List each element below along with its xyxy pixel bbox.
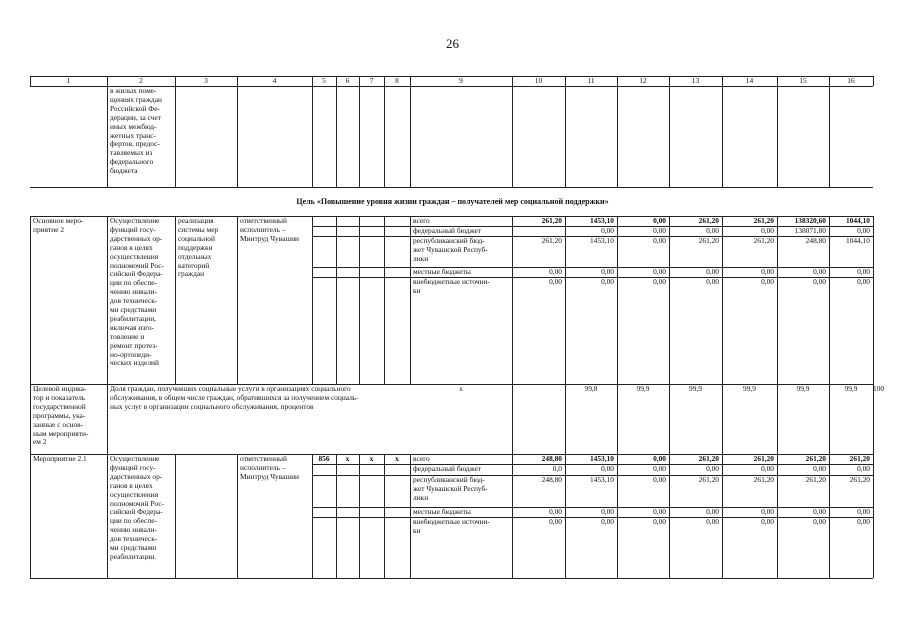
cell-text: сийской Федера-	[110, 507, 163, 517]
value-cell: 0,00	[706, 226, 719, 235]
value-cell: 261,20	[753, 454, 774, 463]
cell-text: всего	[413, 216, 430, 225]
rule	[359, 216, 360, 384]
cell-text: дов техническ-	[110, 534, 158, 544]
cell-text: федерального	[110, 157, 154, 167]
value-cell: 0,00	[653, 226, 666, 235]
cell-text: ответственный	[240, 454, 287, 463]
cell-text: реабилитации.	[110, 551, 157, 561]
value-cell: 0,00	[857, 464, 870, 473]
cell-text: ремонт протез-	[110, 340, 158, 350]
cell-text: ганов в целях	[110, 480, 153, 490]
cell-text: приятие 2	[33, 224, 65, 234]
indicator-value: 99,8	[584, 384, 598, 393]
cell-text: республиканский бюд-	[413, 475, 485, 484]
indicator-value: 99,9	[796, 384, 810, 393]
cell-text: реализация	[178, 216, 214, 225]
rule	[107, 216, 108, 384]
cell-text: жетных транс-	[110, 130, 156, 140]
column-header: 3	[204, 76, 208, 85]
value-cell: 0,00	[706, 277, 719, 286]
value-cell: 261,20	[698, 475, 719, 484]
code-cell: х	[395, 454, 399, 463]
column-header: 13	[691, 76, 700, 85]
cell-text: ми средствами	[110, 305, 157, 314]
value-cell: 248,80	[541, 454, 562, 463]
cell-text: но-ортопеди-	[110, 349, 152, 359]
rule	[336, 216, 337, 384]
rule	[30, 384, 31, 454]
value-cell: 261,20	[541, 236, 562, 245]
value-cell: 248,80	[541, 475, 562, 484]
value-cell: 0,00	[601, 277, 614, 286]
column-header: 2	[139, 76, 143, 85]
rule	[107, 384, 108, 454]
cell-text: ки	[413, 525, 421, 535]
rule	[722, 384, 723, 454]
value-cell: 0,00	[857, 507, 870, 516]
value-cell: 248,80	[805, 236, 826, 245]
rule	[669, 86, 670, 187]
code-cell: х	[369, 454, 374, 463]
cell-text: тавляемых из	[110, 148, 153, 158]
cell-text: функций госу-	[110, 224, 156, 234]
cell-text: Российской Фе-	[110, 103, 160, 113]
cell-text: системы мер	[178, 224, 219, 234]
rule	[873, 216, 874, 384]
rule	[175, 86, 176, 187]
rule	[237, 86, 238, 187]
cell-text: полномочий Рос-	[110, 260, 164, 270]
indicator-value: 100	[873, 384, 885, 393]
cell-text: осуществления	[110, 489, 159, 499]
cell-text: поддержки	[178, 242, 213, 252]
column-header: 11	[587, 76, 595, 85]
rule	[107, 454, 108, 578]
value-cell: 138320,60	[794, 216, 826, 225]
value-cell: 0,00	[706, 507, 719, 516]
cell-text: лики	[413, 253, 429, 263]
column-header: 14	[745, 76, 754, 85]
value-cell: 261,20	[753, 475, 774, 484]
rule	[312, 86, 313, 187]
value-cell: 1044,10	[845, 236, 870, 245]
cell-text: жет Чувашской Респуб-	[413, 483, 488, 493]
value-cell: 0,00	[857, 267, 870, 276]
cell-text: ции по обеспе-	[110, 278, 158, 288]
cell-text: местные бюджеты	[413, 267, 471, 276]
rule	[617, 86, 618, 187]
rule	[512, 384, 513, 454]
cell-text: тор и показатель	[33, 392, 86, 402]
rule	[384, 86, 385, 187]
rule	[669, 384, 670, 454]
value-cell: 0,00	[653, 267, 666, 276]
cell-text: республиканский бюд-	[413, 236, 485, 245]
value-cell: 0,00	[653, 464, 666, 473]
column-header: 7	[369, 76, 374, 85]
column-header: 16	[847, 76, 855, 85]
value-cell: 0,0	[552, 464, 562, 473]
cell-text: реабилитации,	[110, 313, 157, 323]
value-cell: 261,20	[698, 236, 719, 245]
cell-text: ганов в целях	[110, 242, 153, 252]
cell-text: осуществления	[110, 251, 159, 261]
cell-text: исполнитель –	[240, 462, 286, 472]
cell-text: Минтруд Чувашии	[240, 233, 300, 243]
rule	[175, 454, 176, 578]
cell-text: дов техническ-	[110, 296, 158, 306]
rule	[336, 454, 337, 578]
cell-text: ческих изделий	[110, 358, 159, 368]
cell-text: жет Чувашской Респуб-	[413, 244, 488, 254]
cell-text: Осуществление	[110, 454, 160, 463]
cell-text: внебюджетные источни-	[413, 277, 490, 286]
rule	[30, 454, 31, 578]
value-cell: 0,00	[813, 277, 826, 286]
value-cell: 261,20	[753, 216, 774, 225]
indicator-value: 99,9	[844, 384, 858, 393]
cell-text: ции по обеспе-	[110, 516, 158, 526]
value-cell: 0,00	[653, 216, 666, 225]
cell-text: Основное меро-	[33, 216, 84, 225]
column-header: 9	[459, 76, 463, 85]
rule	[410, 454, 411, 578]
rule	[777, 86, 778, 187]
rule	[107, 86, 108, 187]
rule	[237, 216, 238, 384]
value-cell: 261,20	[805, 454, 826, 463]
value-cell: 0,00	[549, 507, 562, 516]
value-cell: 261,20	[849, 454, 870, 463]
value-cell: 0,00	[761, 277, 774, 286]
cell-text: всего	[413, 454, 430, 463]
cell-text: ки	[413, 285, 421, 295]
rule	[873, 384, 874, 454]
rule	[359, 454, 360, 578]
value-cell: 0,00	[813, 464, 826, 473]
cell-text: ответственный	[240, 216, 287, 225]
cell-text: Целевой индика-	[33, 384, 87, 393]
cell-text: щениях граждан	[110, 94, 162, 104]
value-cell: 261,20	[849, 475, 870, 484]
value-cell: 0,00	[761, 507, 774, 516]
column-header: 4	[272, 76, 277, 85]
value-cell: 261,20	[698, 454, 719, 463]
value-cell: 0,00	[761, 464, 774, 473]
page-number: 26	[446, 36, 459, 51]
indicator-value: 99,9	[689, 384, 702, 393]
rule	[336, 86, 337, 187]
rule	[384, 216, 385, 384]
cell-text: чению инвали-	[110, 525, 158, 535]
cell-text: ем 2	[33, 437, 47, 447]
value-cell: 1453,10	[589, 475, 614, 484]
rule	[617, 384, 618, 454]
value-cell: 0,00	[653, 277, 666, 286]
value-cell: 0,00	[813, 507, 826, 516]
cell-text: ным мероприяти-	[33, 428, 89, 438]
value-cell: 0,00	[653, 517, 666, 526]
value-cell: 261,20	[805, 475, 826, 484]
value-cell: 0,00	[857, 517, 870, 526]
cell-text: программы, ука-	[33, 410, 86, 420]
value-cell: 138071,80	[794, 226, 826, 235]
value-cell: 0,00	[706, 517, 719, 526]
cell-text: сийской Федера-	[110, 269, 163, 279]
cell-text: иных межбюд-	[110, 121, 157, 131]
column-header: 1	[66, 76, 71, 85]
cell-text: занные с основ-	[33, 419, 84, 429]
value-cell: 0,00	[653, 236, 666, 245]
value-cell: 1453,10	[589, 454, 614, 463]
value-cell: 1453,10	[589, 216, 614, 225]
cell-text: отдельных	[178, 251, 212, 261]
value-cell: 1453,10	[589, 236, 614, 245]
column-header: 12	[639, 76, 647, 85]
cell-text: обслуживания, в общем числе граждан, обратившихся за получением социаль-	[110, 392, 359, 402]
cell-text: дерации, за счет	[110, 112, 161, 122]
cell-text: ми средствами	[110, 543, 157, 552]
value-cell: 0,00	[653, 507, 666, 516]
column-header: 5	[322, 76, 326, 85]
rule	[359, 86, 360, 187]
value-cell: 0,00	[761, 226, 774, 235]
value-cell: 0,00	[601, 267, 614, 276]
value-cell: 0,00	[813, 267, 826, 276]
cell-text: лики	[413, 492, 429, 502]
cell-text: полномочий Рос-	[110, 498, 164, 508]
cell-text: бюджета	[110, 166, 138, 176]
rule	[30, 187, 873, 188]
cell-text: функций госу-	[110, 462, 156, 472]
cell-text: товление и	[110, 331, 145, 341]
cell-text: ных услуг в организации социального обслуживания, процентов	[110, 401, 314, 411]
cell-text: включая изго-	[110, 322, 155, 332]
cell-text: дарственных ор-	[110, 233, 163, 243]
rule	[312, 216, 313, 384]
rule	[829, 86, 830, 187]
cell-text: Осуществление	[110, 216, 160, 225]
value-cell: 0,00	[857, 277, 870, 286]
value-cell: 261,20	[753, 236, 774, 245]
cell-text: исполнитель –	[240, 224, 286, 234]
cell-text: в жилых поме-	[110, 86, 157, 95]
rule	[565, 384, 566, 454]
goal-heading: Цель «Повышение уровня жизни граждан – получателей мер социальной поддержки»	[296, 197, 609, 206]
cell-text: категорий	[178, 260, 210, 270]
value-cell: 0,00	[549, 267, 562, 276]
value-cell: 0,00	[601, 517, 614, 526]
rule	[30, 216, 31, 384]
rule	[829, 384, 830, 454]
column-header: 6	[345, 76, 350, 85]
value-cell: 261,20	[541, 216, 562, 225]
x-mark: х	[459, 384, 463, 393]
rule	[722, 86, 723, 187]
code-cell: х	[345, 454, 350, 463]
value-cell: 0,00	[653, 454, 666, 463]
value-cell: 0,00	[706, 464, 719, 473]
cell-text: дарственных ор-	[110, 471, 163, 481]
rule	[873, 76, 874, 86]
cell-text: Минтруд Чувашии	[240, 471, 300, 481]
rule	[384, 454, 385, 578]
rule	[237, 454, 238, 578]
value-cell: 0,00	[601, 507, 614, 516]
value-cell: 0,00	[601, 464, 614, 473]
code-cell: 856	[318, 454, 330, 463]
value-cell: 0,00	[857, 226, 870, 235]
column-header: 15	[799, 76, 807, 85]
value-cell: 0,00	[653, 475, 666, 484]
cell-text: социальной	[178, 233, 215, 243]
cell-text: Мероприятие 2.1	[33, 454, 87, 463]
cell-text: внебюджетные источни-	[413, 517, 490, 526]
cell-text: государственной	[33, 401, 86, 411]
value-cell: 0,00	[549, 277, 562, 286]
cell-text: Доля граждан, получивших социальные услуги в организациях социального	[110, 384, 351, 393]
value-cell: 261,20	[698, 216, 719, 225]
value-cell: 0,00	[761, 517, 774, 526]
value-cell: 0,00	[601, 226, 614, 235]
cell-text: федеральный бюджет	[413, 226, 482, 235]
cell-text: федеральный бюджет	[413, 464, 482, 473]
rule	[312, 454, 313, 578]
column-header: 10	[534, 76, 543, 85]
indicator-value: 99,9	[743, 384, 756, 393]
rule	[410, 86, 411, 187]
rule	[777, 384, 778, 454]
value-cell: 0,00	[813, 517, 826, 526]
rule	[512, 86, 513, 187]
value-cell: 0,00	[706, 267, 719, 276]
column-header: 8	[395, 76, 399, 85]
cell-text: чению инвали-	[110, 287, 158, 297]
value-cell: 1044,10	[845, 216, 870, 225]
rule	[565, 86, 566, 187]
value-cell: 0,00	[549, 517, 562, 526]
rule	[30, 578, 873, 579]
cell-text: граждан	[178, 269, 205, 279]
rule	[175, 216, 176, 384]
cell-text: фертов, предос-	[110, 139, 160, 149]
rule	[873, 454, 874, 578]
indicator-value: 99,9	[636, 384, 650, 393]
rule	[410, 216, 411, 384]
value-cell: 0,00	[761, 267, 774, 276]
cell-text: местные бюджеты	[413, 507, 471, 516]
